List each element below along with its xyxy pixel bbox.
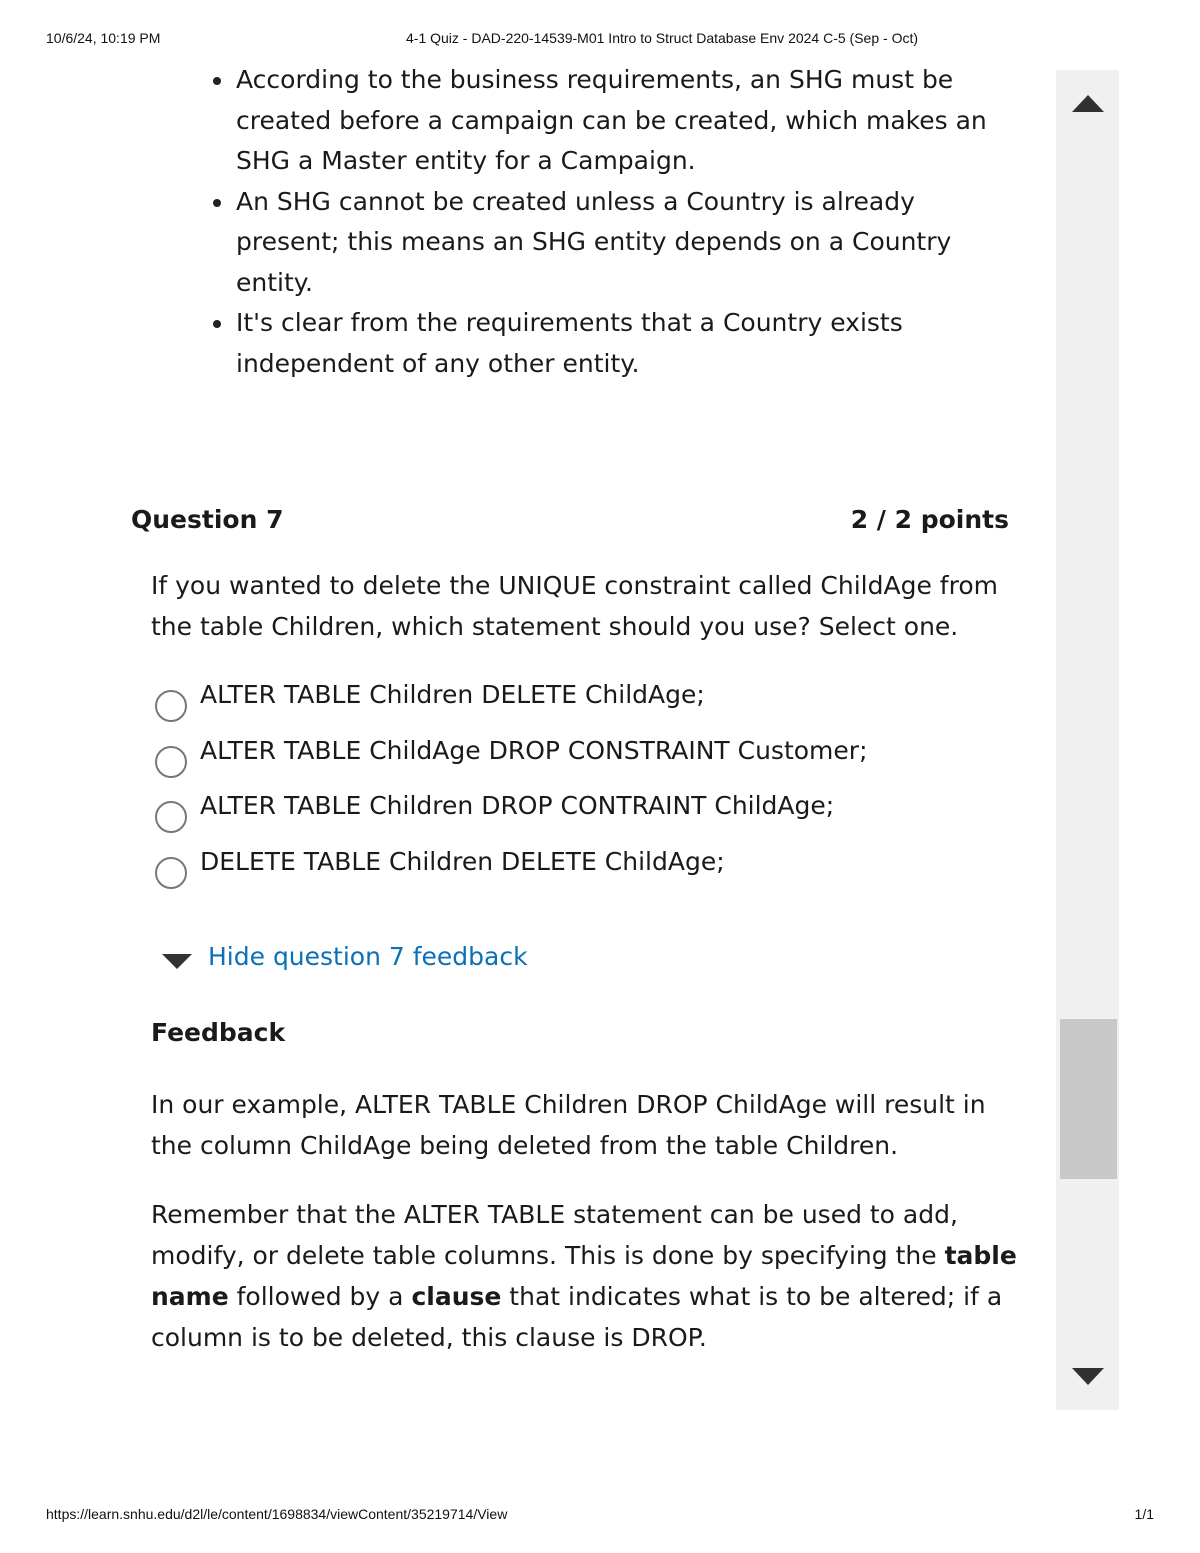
question-points: 2 / 2 points	[850, 505, 1009, 534]
radio-button[interactable]	[155, 690, 187, 722]
question-text: If you wanted to delete the UNIQUE constraint called ChildAge from the table Children, which statement should you use? Select one.	[151, 571, 998, 641]
vertical-scrollbar[interactable]	[1056, 70, 1119, 1410]
answer-option-label: ALTER TABLE Children DROP CONTRAINT ChildAge;	[200, 791, 835, 820]
radio-button[interactable]	[155, 857, 187, 889]
answer-option-label: DELETE TABLE Children DELETE ChildAge;	[200, 847, 725, 876]
question-title: Question 7	[131, 505, 284, 534]
feedback-paragraph	[151, 1194, 1021, 1358]
caret-down-icon	[162, 954, 192, 969]
feedback-bold-term: clause	[411, 1282, 502, 1311]
list-item: An SHG cannot be created unless a Country is already present; this means an SHG entity depends on a Country entity.	[236, 182, 1016, 304]
page-count: 1/1	[1134, 1506, 1154, 1522]
print-date: 10/6/24, 10:19 PM	[46, 30, 161, 46]
feedback-text: Remember that the ALTER TABLE statement can be used to add, modify, or delete table columns. This is done by specifying the	[151, 1200, 958, 1270]
previous-feedback-list	[212, 60, 1016, 384]
scroll-down-arrow-icon[interactable]	[1072, 1368, 1104, 1385]
feedback-text: that indicates what is to be altered; if a column is to be deleted, this clause is DROP.	[151, 1282, 1003, 1352]
quiz-content	[0, 60, 1040, 1410]
feedback-paragraph: In our example, ALTER TABLE Children DROP ChildAge will result in the column ChildAge being deleted from the table Children.	[151, 1090, 986, 1160]
feedback-text: followed by a	[228, 1282, 412, 1311]
print-header	[46, 30, 1154, 50]
print-url: https://learn.snhu.edu/d2l/le/content/1698834/viewContent/35219714/View	[46, 1506, 508, 1522]
scrollbar-thumb[interactable]	[1060, 1019, 1117, 1179]
answer-option-label: ALTER TABLE Children DELETE ChildAge;	[200, 680, 705, 709]
feedback-heading: Feedback	[151, 1018, 286, 1047]
list-item: It's clear from the requirements that a Country exists independent of any other entity.	[236, 303, 1016, 384]
feedback-bold-term: table name	[151, 1241, 1017, 1311]
answer-option-label: ALTER TABLE ChildAge DROP CONSTRAINT Customer;	[200, 736, 868, 765]
radio-button[interactable]	[155, 801, 187, 833]
print-footer	[46, 1506, 1154, 1526]
scroll-up-arrow-icon[interactable]	[1072, 95, 1104, 112]
list-item: According to the business requirements, an SHG must be created before a campaign can be created, which makes an SHG a Master entity for a Campaign.	[236, 60, 1016, 182]
hide-feedback-link[interactable]: Hide question 7 feedback	[208, 942, 528, 971]
print-page-title: 4-1 Quiz - DAD-220-14539-M01 Intro to Struct Database Env 2024 C-5 (Sep - Oct)	[406, 30, 919, 46]
radio-button[interactable]	[155, 746, 187, 778]
question-header	[131, 505, 1009, 534]
